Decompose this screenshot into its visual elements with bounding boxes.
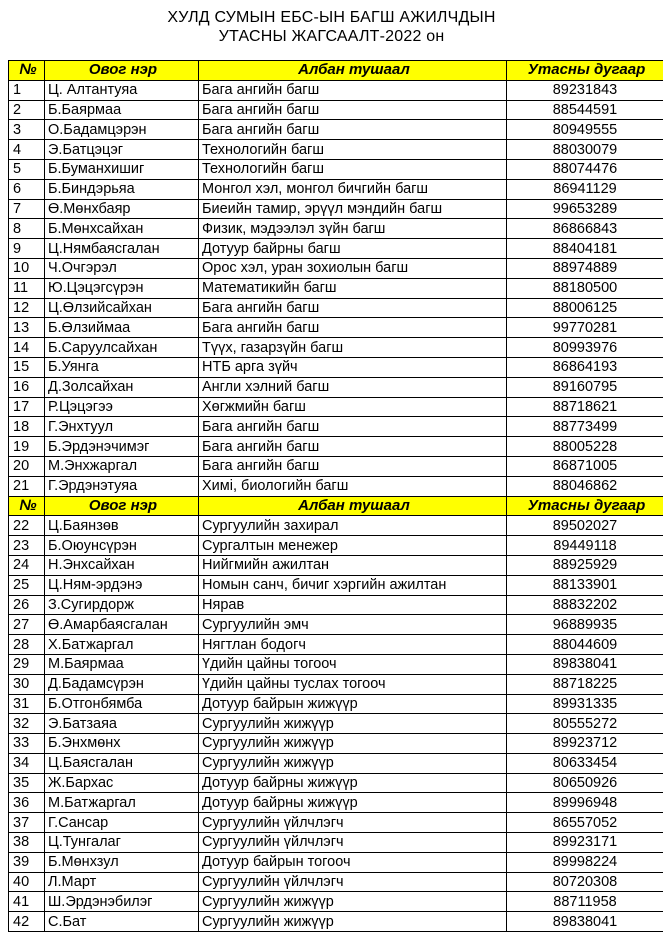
row-name: Б.Мөнхзул	[45, 852, 199, 872]
row-phone: 88044609	[507, 635, 663, 655]
row-name: Б.Уянга	[45, 357, 199, 377]
table-row	[9, 555, 663, 575]
row-phone: 88544591	[507, 100, 663, 120]
table-row	[9, 813, 663, 833]
row-phone: 88030079	[507, 140, 663, 160]
row-number: 30	[9, 674, 45, 694]
row-phone: 89923171	[507, 833, 663, 853]
row-number: 42	[9, 912, 45, 932]
row-phone: 80650926	[507, 773, 663, 793]
table-row	[9, 892, 663, 912]
table-row	[9, 674, 663, 694]
header-no: №	[9, 496, 45, 516]
row-name: Б.Саруулсайхан	[45, 338, 199, 358]
row-number: 1	[9, 80, 45, 100]
row-phone: 86864193	[507, 357, 663, 377]
row-name: Э.Батзаяа	[45, 714, 199, 734]
row-number: 4	[9, 140, 45, 160]
table-row	[9, 793, 663, 813]
row-phone: 88773499	[507, 417, 663, 437]
row-name: Л.Март	[45, 872, 199, 892]
row-position: Математикийн багш	[199, 278, 507, 298]
row-position: Дотуур байрны багш	[199, 239, 507, 259]
table-row	[9, 100, 663, 120]
row-position: Хөгжмийн багш	[199, 397, 507, 417]
table-header-row	[9, 496, 663, 516]
row-position: Сургуулийн үйлчлэгч	[199, 872, 507, 892]
row-phone: 88974889	[507, 258, 663, 278]
staff-phone-table	[8, 60, 663, 932]
header-position: Албан тушаал	[199, 496, 507, 516]
row-position: Сургуулийн жижүүр	[199, 892, 507, 912]
row-position: Сургуулийн үйлчлэгч	[199, 813, 507, 833]
row-phone: 89838041	[507, 654, 663, 674]
row-number: 16	[9, 377, 45, 397]
row-position: Химi, биологийн багш	[199, 476, 507, 496]
row-phone: 88404181	[507, 239, 663, 259]
table-row	[9, 833, 663, 853]
row-phone: 88046862	[507, 476, 663, 496]
row-number: 38	[9, 833, 45, 853]
row-number: 2	[9, 100, 45, 120]
row-name: Ц.Баясгалан	[45, 753, 199, 773]
row-position: Технологийн багш	[199, 159, 507, 179]
row-phone: 89998224	[507, 852, 663, 872]
row-name: Б.Отгонбямба	[45, 694, 199, 714]
row-number: 11	[9, 278, 45, 298]
row-phone: 86557052	[507, 813, 663, 833]
row-position: Орос хэл, уран зохиолын багш	[199, 258, 507, 278]
row-phone: 86941129	[507, 179, 663, 199]
row-position: Англи хэлний багш	[199, 377, 507, 397]
row-position: Технологийн багш	[199, 140, 507, 160]
row-position: Сургалтын менежер	[199, 536, 507, 556]
row-phone: 89996948	[507, 793, 663, 813]
row-number: 8	[9, 219, 45, 239]
row-phone: 88711958	[507, 892, 663, 912]
row-name: Ц.Нямбаясгалан	[45, 239, 199, 259]
row-name: Ө.Мөнхбаяр	[45, 199, 199, 219]
row-name: Ц.Өлзийсайхан	[45, 298, 199, 318]
row-position: Бага ангийн багш	[199, 80, 507, 100]
row-number: 23	[9, 536, 45, 556]
row-number: 37	[9, 813, 45, 833]
row-phone: 88718621	[507, 397, 663, 417]
table-row	[9, 456, 663, 476]
row-number: 39	[9, 852, 45, 872]
row-position: Түүх, газарзүйн багш	[199, 338, 507, 358]
row-name: Э.Батцэцэг	[45, 140, 199, 160]
row-phone: 89449118	[507, 536, 663, 556]
row-number: 18	[9, 417, 45, 437]
row-position: Монгол хэл, монгол бичгийн багш	[199, 179, 507, 199]
row-name: Г.Эрдэнэтуяа	[45, 476, 199, 496]
row-phone: 88133901	[507, 575, 663, 595]
table-row	[9, 159, 663, 179]
table-row	[9, 377, 663, 397]
row-position: НТБ арга зүйч	[199, 357, 507, 377]
table-row	[9, 753, 663, 773]
table-row	[9, 219, 663, 239]
table-row	[9, 80, 663, 100]
header-position: Албан тушаал	[199, 61, 507, 81]
row-name: Б.Оюунсүрэн	[45, 536, 199, 556]
row-position: Дотуур байрын жижүүр	[199, 694, 507, 714]
row-number: 12	[9, 298, 45, 318]
row-position: Бага ангийн багш	[199, 298, 507, 318]
row-position: Сургуулийн үйлчлэгч	[199, 833, 507, 853]
row-position: Сургуулийн жижүүр	[199, 912, 507, 932]
row-number: 13	[9, 318, 45, 338]
row-position: Физик, мэдээлэл зүйн багш	[199, 219, 507, 239]
row-number: 5	[9, 159, 45, 179]
row-name: Б.Өлзиймаа	[45, 318, 199, 338]
row-phone: 89160795	[507, 377, 663, 397]
row-number: 27	[9, 615, 45, 635]
row-phone: 88180500	[507, 278, 663, 298]
table-row	[9, 575, 663, 595]
table-row	[9, 694, 663, 714]
row-name: Ж.Бархас	[45, 773, 199, 793]
table-row	[9, 852, 663, 872]
row-number: 9	[9, 239, 45, 259]
row-name: Д.Золсайхан	[45, 377, 199, 397]
row-position: Бага ангийн багш	[199, 417, 507, 437]
row-name: Х.Батжаргал	[45, 635, 199, 655]
row-number: 25	[9, 575, 45, 595]
row-position: Нярав	[199, 595, 507, 615]
row-phone: 86866843	[507, 219, 663, 239]
header-name: Овог нэр	[45, 61, 199, 81]
table-row	[9, 357, 663, 377]
row-position: Сургуулийн захирал	[199, 516, 507, 536]
row-name: Ч.Очгэрэл	[45, 258, 199, 278]
row-name: Ш.Эрдэнэбилэг	[45, 892, 199, 912]
table-header-row	[9, 61, 663, 81]
row-position: Үдийн цайны туслах тогооч	[199, 674, 507, 694]
row-name: Н.Энхсайхан	[45, 555, 199, 575]
row-phone: 88718225	[507, 674, 663, 694]
row-position: Сургуулийн эмч	[199, 615, 507, 635]
row-phone: 86871005	[507, 456, 663, 476]
row-phone: 80949555	[507, 120, 663, 140]
table-row	[9, 437, 663, 457]
table-body	[9, 61, 663, 932]
row-number: 28	[9, 635, 45, 655]
table-row	[9, 635, 663, 655]
row-position: Нягтлан бодогч	[199, 635, 507, 655]
row-number: 32	[9, 714, 45, 734]
row-name: Г.Энхтуул	[45, 417, 199, 437]
row-name: М.Батжаргал	[45, 793, 199, 813]
row-number: 14	[9, 338, 45, 358]
row-position: Бага ангийн багш	[199, 456, 507, 476]
row-phone: 88832202	[507, 595, 663, 615]
row-number: 35	[9, 773, 45, 793]
table-row	[9, 714, 663, 734]
table-row	[9, 872, 663, 892]
row-name: Г.Сансар	[45, 813, 199, 833]
row-name: Р.Цэцэгээ	[45, 397, 199, 417]
row-name: Б.Мөнхсайхан	[45, 219, 199, 239]
row-position: Сургуулийн жижүүр	[199, 753, 507, 773]
row-name: Ц.Баянзөв	[45, 516, 199, 536]
row-number: 19	[9, 437, 45, 457]
table-row	[9, 417, 663, 437]
row-name: Б.Биндэрьяа	[45, 179, 199, 199]
row-number: 33	[9, 734, 45, 754]
table-row	[9, 179, 663, 199]
row-position: Дотуур байрны жижүүр	[199, 773, 507, 793]
table-row	[9, 595, 663, 615]
row-number: 31	[9, 694, 45, 714]
row-name: Ю.Цэцэгсүрэн	[45, 278, 199, 298]
row-name: М.Энхжаргал	[45, 456, 199, 476]
table-row	[9, 536, 663, 556]
table-row	[9, 140, 663, 160]
row-name: З.Сугирдорж	[45, 595, 199, 615]
table-row	[9, 734, 663, 754]
table-row	[9, 773, 663, 793]
row-phone: 99770281	[507, 318, 663, 338]
row-name: О.Бадамцэрэн	[45, 120, 199, 140]
row-number: 40	[9, 872, 45, 892]
row-position: Нийгмийн ажилтан	[199, 555, 507, 575]
row-name: С.Бат	[45, 912, 199, 932]
row-position: Бага ангийн багш	[199, 318, 507, 338]
table-row	[9, 397, 663, 417]
row-phone: 88925929	[507, 555, 663, 575]
row-position: Үдийн цайны тогооч	[199, 654, 507, 674]
table-row	[9, 239, 663, 259]
row-position: Бага ангийн багш	[199, 120, 507, 140]
row-number: 10	[9, 258, 45, 278]
row-phone: 80555272	[507, 714, 663, 734]
row-name: Б.Буманхишиг	[45, 159, 199, 179]
header-phone: Утасны дугаар	[507, 61, 663, 81]
row-name: Ө.Амарбаясгалан	[45, 615, 199, 635]
row-phone: 88006125	[507, 298, 663, 318]
row-position: Биеийн тамир, эрүүл мэндийн багш	[199, 199, 507, 219]
row-name: Ц.Тунгалаг	[45, 833, 199, 853]
row-position: Бага ангийн багш	[199, 100, 507, 120]
document-title-line2: УТАСНЫ ЖАГСААЛТ-2022 он	[0, 27, 663, 46]
table-row	[9, 318, 663, 338]
row-number: 15	[9, 357, 45, 377]
row-name: Б.Эрдэнэчимэг	[45, 437, 199, 457]
row-number: 41	[9, 892, 45, 912]
table-row	[9, 278, 663, 298]
row-name: Б.Энхмөнх	[45, 734, 199, 754]
header-no: №	[9, 61, 45, 81]
table-row	[9, 516, 663, 536]
row-name: Ц.Ням-эрдэнэ	[45, 575, 199, 595]
row-phone: 96889935	[507, 615, 663, 635]
row-phone: 80633454	[507, 753, 663, 773]
row-number: 36	[9, 793, 45, 813]
row-phone: 88074476	[507, 159, 663, 179]
table-row	[9, 120, 663, 140]
row-phone: 89923712	[507, 734, 663, 754]
row-number: 3	[9, 120, 45, 140]
header-name: Овог нэр	[45, 496, 199, 516]
document-title-line1: ХУЛД СУМЫН ЕБС-ЫН БАГШ АЖИЛЧДЫН	[0, 8, 663, 27]
row-number: 26	[9, 595, 45, 615]
row-number: 7	[9, 199, 45, 219]
row-number: 17	[9, 397, 45, 417]
row-phone: 80993976	[507, 338, 663, 358]
row-phone: 80720308	[507, 872, 663, 892]
row-phone: 88005228	[507, 437, 663, 457]
row-number: 21	[9, 476, 45, 496]
row-position: Дотуур байрын тогооч	[199, 852, 507, 872]
table-row	[9, 258, 663, 278]
row-position: Номын санч, бичиг хэргийн ажилтан	[199, 575, 507, 595]
table-row	[9, 338, 663, 358]
row-name: Ц. Алтантуяа	[45, 80, 199, 100]
row-phone: 89931335	[507, 694, 663, 714]
row-number: 6	[9, 179, 45, 199]
table-row	[9, 654, 663, 674]
row-name: М.Баярмаа	[45, 654, 199, 674]
table-row	[9, 298, 663, 318]
row-position: Дотуур байрны жижүүр	[199, 793, 507, 813]
row-number: 22	[9, 516, 45, 536]
row-number: 29	[9, 654, 45, 674]
row-phone: 89231843	[507, 80, 663, 100]
row-position: Сургуулийн жижүүр	[199, 734, 507, 754]
header-phone: Утасны дугаар	[507, 496, 663, 516]
row-phone: 89502027	[507, 516, 663, 536]
row-number: 24	[9, 555, 45, 575]
row-name: Б.Баярмаа	[45, 100, 199, 120]
table-row	[9, 476, 663, 496]
table-row	[9, 199, 663, 219]
row-position: Бага ангийн багш	[199, 437, 507, 457]
row-number: 34	[9, 753, 45, 773]
row-position: Сургуулийн жижүүр	[199, 714, 507, 734]
row-name: Д.Бадамсүрэн	[45, 674, 199, 694]
table-row	[9, 615, 663, 635]
row-phone: 99653289	[507, 199, 663, 219]
row-phone: 89838041	[507, 912, 663, 932]
row-number: 20	[9, 456, 45, 476]
